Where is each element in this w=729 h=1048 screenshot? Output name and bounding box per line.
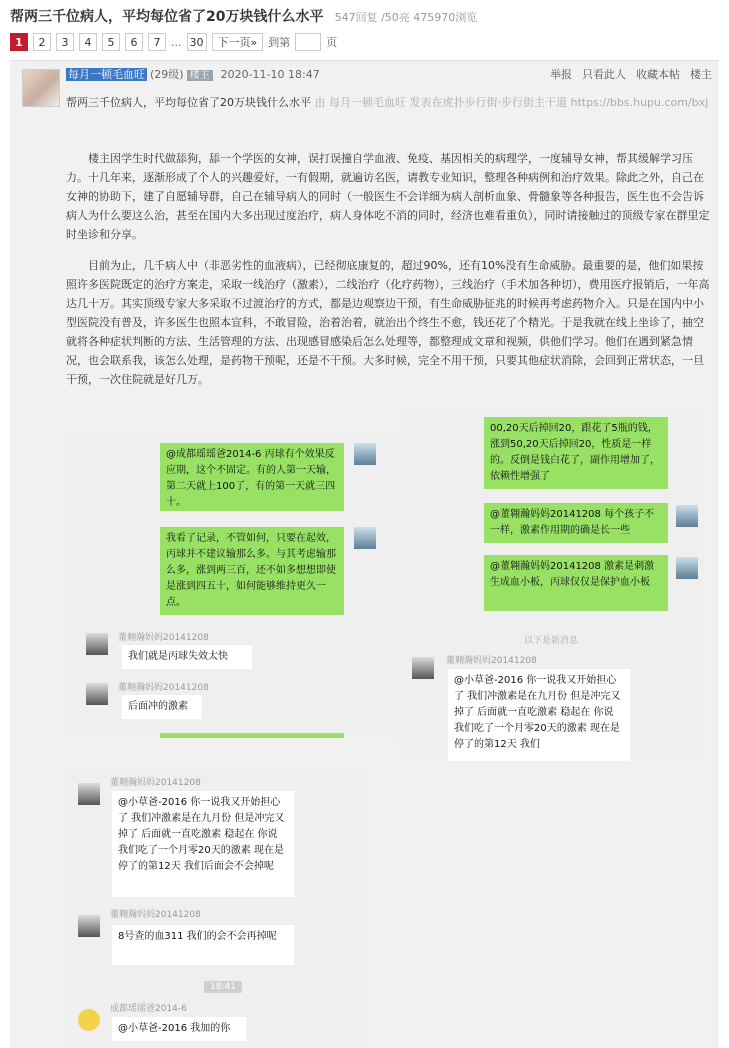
chat-bubble-white: @小草爸-2016 我加的你: [112, 1017, 246, 1041]
page-3[interactable]: 3: [56, 33, 74, 51]
page-5[interactable]: 5: [102, 33, 120, 51]
chat-bubble-green: @成都瑶瑶爸2014-6 丙球有个效果反应期，这个不固定。有的人第一天输，第二天就上100了，有的第一天就三四十。: [160, 443, 344, 511]
chat-bubble-green: [160, 733, 344, 738]
chat-sender-name: 董翱瀚妈妈20141208: [446, 656, 537, 666]
chat-bubble-white: @小草爸-2016 你一说我又开始担心了 我们冲激素是在九月份 但是冲完又掉了 后面就一直吃激素 稳起在 你说 我们吃了一个月零20天的激素 现在是停了的第12天 我们: [448, 669, 630, 761]
next-page-button[interactable]: 下一页»: [212, 33, 264, 51]
chat-sender-name: 董翱瀚妈妈20141208: [110, 778, 201, 788]
chat-sender-name: 董翱瀚妈妈20141208: [110, 910, 201, 920]
chat-timestamp: 18:41: [204, 981, 242, 993]
new-messages-divider: 以下是新消息: [523, 636, 578, 646]
chat-screenshot-1: [68, 433, 398, 738]
chat-bubble-white: 8号查的血311 我们的会不会再掉呢: [112, 925, 294, 965]
favorite-link[interactable]: 收藏本帖: [636, 68, 680, 81]
thread-title: 帮两三千位病人，平均每位省了20万块钱什么水平: [10, 9, 324, 25]
post-time: 2020-11-10 18:47: [220, 68, 320, 81]
original-post: [10, 60, 719, 1048]
post-header: [66, 66, 716, 82]
post-intro: [66, 93, 714, 112]
chat-avatar: [676, 505, 698, 527]
thread-title-row: [10, 6, 720, 28]
chat-avatar: [354, 443, 376, 465]
author-link[interactable]: 每月一顿毛血旺: [68, 68, 145, 81]
goto-label: 到第: [268, 36, 291, 49]
body-paragraph-2: 目前为止，几千病人中（非恶劣性的血液病），已经彻底康复的，超过90%，还有10%没有生命威胁。最重要的是，他们如果按照许多医院既定的治疗方案走，采取一线治疗（激素），二线治疗（化疗药物），三线治疗（手术加各种切），费用医疗报销后，一年高达几十万。其实顶级专家大多采取不过渡治疗的方式，都是边观察边干预，有生命威胁征兆的时候再考虑药物介入。只是在国内中小型医院没有普及，许多医生也照本宣科，不敢冒险，治着治着，就治出个终生不愈，钱还花了个精光。于是我就在线上坐诊了，抽空就将各种症状判断的方法、生活管理的方法、出现感冒感染后怎么处理等，都整理成文章和视频，供他们学习。他们在遇到紧急情况，也会联系我，该怎么处理，是药物干预呢，还是不干预。大多时候，完全不用干预，只要其他症状消除，会回到正常状态，一旦干预，一次住院就是好几万。: [66, 259, 710, 386]
chat-avatar: [78, 783, 100, 805]
op-badge: 楼主: [187, 70, 213, 81]
chat-avatar: [354, 527, 376, 549]
intro-source[interactable]: 由 每月一顿毛血旺 发表在虎扑步行街·步行街主干道 https://bbs.hupu.com/bxj: [314, 96, 709, 109]
pagination: [10, 32, 337, 52]
chat-avatar: [86, 633, 108, 655]
floor-label: 楼主: [690, 68, 712, 81]
chat-bubble-white: @小草爸-2016 你一说我又开始担心了 我们冲激素是在九月份 但是冲完又掉了 后面就一直吃激素 稳起在 你说 我们吃了一个月零20天的激素 现在是停了的第12天 我们后面会不会掉呢: [112, 791, 294, 897]
page-unit-label: 页: [326, 36, 338, 49]
chat-avatar: [676, 557, 698, 579]
page-2[interactable]: 2: [33, 33, 51, 51]
page-1[interactable]: 1: [10, 33, 28, 51]
intro-title: 帮两三千位病人，平均每位省了20万块钱什么水平: [66, 96, 311, 109]
chat-screenshot-2: [398, 411, 704, 761]
page-7[interactable]: 7: [148, 33, 166, 51]
chat-avatar: [412, 657, 434, 679]
chat-sender-name: 董翱瀚妈妈20141208: [118, 683, 209, 693]
avatar[interactable]: [22, 69, 60, 107]
body-paragraph-1: 楼主因学生时代做舔狗，舔一个学医的女神，误打误撞自学血液、免疫、基因相关的病理学，一度辅导女神，帮其缓解学习压力。十几年来，逐渐形成了个人的兴趣爱好，一有假期，就遍访名医，请教专业知识，整理各种病例和治疗效果。除此之外，自己在女神的协助下，建了自愿辅导群，自己在辅导病人的同时（一般医生不会详细为病人剖析血象、骨髓象等各种报告，医生也不会告诉病人为什么要这么治，甚至在国内大多出现过度治疗，病人身体吃不消的同时，经济也难看重负），同时请接触过的顶级专家在群里定时坐诊和分享。: [66, 152, 710, 241]
thread-stats: 547回复 /50亮 475970浏览: [334, 11, 478, 24]
post-body: [66, 149, 710, 401]
chat-sender-name: 董翱瀚妈妈20141208: [118, 633, 209, 643]
bee-avatar: [78, 1009, 100, 1031]
chat-bubble-green: 00,20天后掉回20，跟花了5瓶的钱，涨到50,20天后掉回20，性质是一样的。反倒是钱白花了，副作用增加了，依赖性增强了: [484, 417, 668, 489]
page-last[interactable]: 30: [187, 33, 207, 51]
chat-bubble-green: @董翱瀚妈妈20141208 激素是刺激生成血小板，丙球仅仅是保护血小板: [484, 555, 668, 611]
chat-bubble-white: 后面冲的激素: [122, 695, 202, 719]
goto-page-input[interactable]: [295, 33, 321, 51]
page-4[interactable]: 4: [79, 33, 97, 51]
chat-screenshot-3: [68, 767, 368, 1048]
report-link[interactable]: 举报: [550, 68, 572, 81]
page-ellipsis: ...: [171, 35, 182, 49]
chat-bubble-white: 我们就是丙球失效太快: [122, 645, 252, 669]
chat-sender-name: 成都瑶瑶爸2014-6: [110, 1004, 187, 1014]
author-level: (29级): [150, 68, 184, 81]
only-this-user-link[interactable]: 只看此人: [582, 68, 626, 81]
chat-avatar: [78, 915, 100, 937]
chat-bubble-green: @董翱瀚妈妈20141208 每个孩子不一样，激素作用期的确是长一些: [484, 503, 668, 543]
chat-bubble-green: 我看了记录，不管如何，只要在起效，丙球并不建议输那么多。与其考虑输那么多，涨到两三百，还不如多想想即使是涨到四五十，如何能够维持更久一点。: [160, 527, 344, 615]
post-actions: [550, 66, 712, 82]
chat-avatar: [86, 683, 108, 705]
page-6[interactable]: 6: [125, 33, 143, 51]
